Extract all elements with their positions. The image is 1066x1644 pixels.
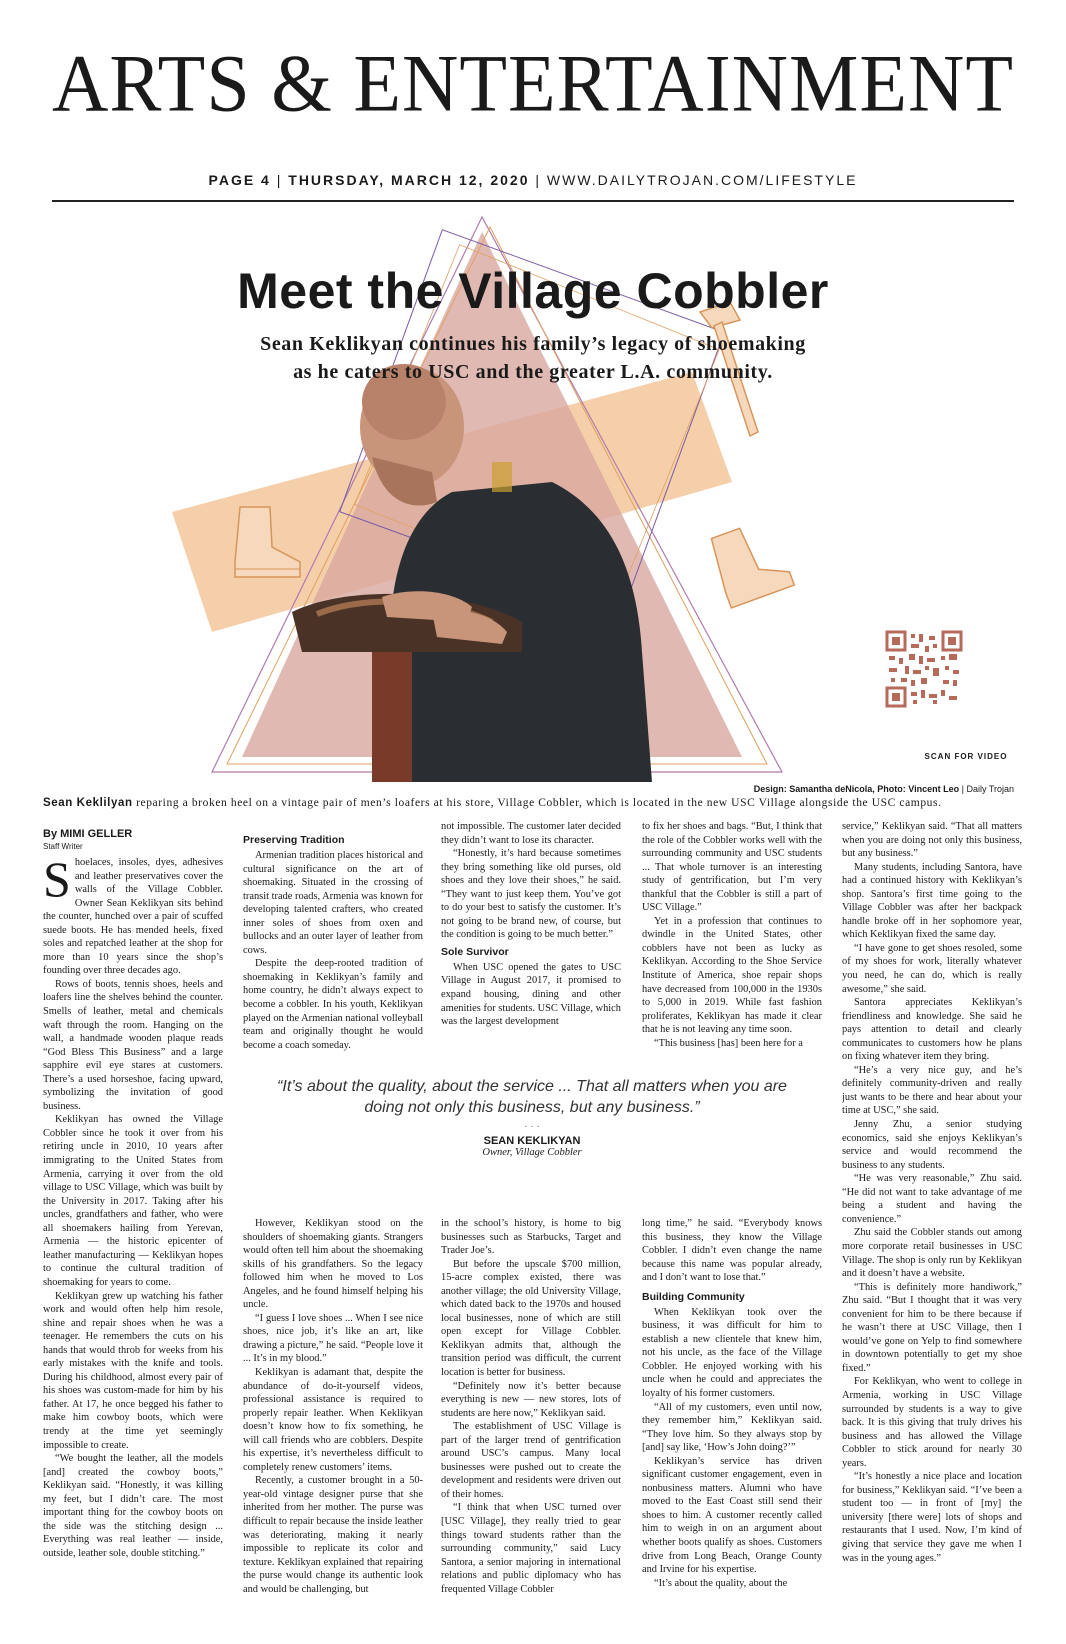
paragraph: “Definitely now it’s better because everything is new — new stores, lots of students are here now,” Keklikyan said. (441, 1380, 621, 1419)
photo-credit (754, 784, 1014, 794)
paragraph: “I have gone to get shoes resoled, some of my shoes for work, literally whatever you need, he can do, which is really awesome,” she said. (842, 942, 1022, 995)
paragraph: “It’s about the quality, about the (654, 1577, 788, 1589)
paragraph: For Keklikyan, who went to college in Armenia, working in USC Village surrounded by students is a way to give back. It is this giving that truly drives his business and has allowed the Village Cobbler to stick around for nearly 30 years. (842, 1376, 1022, 1469)
paragraph: Armenian tradition places historical and cultural significance on the art of shoemaking. Situated in the crossing of transit trade roads, Armenia was known for developing talented crafters, who created inner soles of shoes from oxen and bullocks and an outer layer of leather from cows. (243, 850, 423, 956)
paragraph: long time,” he said. “Everybody knows this business, they know the Village Cobbler. I didn’t even change the name because this name was popular already, and I don’t want to lose that.” (642, 1218, 822, 1284)
paragraph: However, Keklikyan stood on the shoulders of shoemaking giants. Strangers would often tell him about the shoemaking skills of his grandfathers. So the legacy followed him when he moved to Los Angeles, and he found himself helping his uncle. (243, 1218, 423, 1311)
paragraph: not impossible. The customer later decided they didn’t want to lose its character. (441, 821, 621, 846)
subhead-line: as he caters to USC and the greater L.A. community. (293, 361, 773, 383)
issue-date: THURSDAY, MARCH 12, 2020 (288, 172, 530, 188)
caption-text: reparing a broken heel on a vintage pair of men’s loafers at his store, Village Cobbler, which is located in the new USC Village alongside the USC campus. (132, 797, 942, 809)
paragraph: “This business [has] been here for a (654, 1037, 803, 1049)
paragraph: Keklikyan grew up watching his father work and would often help him resole, shine and repair shoes when he was a teenager. He remembers the cuts on his hands that would throb for weeks from his early mistakes with the knife and tools. During his childhood, almost every pair of his shoes was custom-made for him by his father. At 17, he once begged his father to make him cowboy boots, which were trendy at the time yet seemingly impossible to create. (43, 1290, 223, 1451)
article-column-3-top (441, 820, 621, 1070)
drop-cap: S (43, 856, 71, 907)
page-number: PAGE 4 (208, 172, 271, 188)
pull-quote-divider: · · · (524, 1121, 540, 1132)
paragraph: Yet in a profession that continues to dwindle in the United States, other cobblers have not been as lucky as Keklikyan. According to the Shoe Service Institute of America, shoe repair shops have decreased from 100,000 in the 1930s to 5,000 in 2019. While fast fashion proliferates, Keklikyan has made it clear that he is not leaving any time soon. (642, 915, 822, 1036)
section-heading: Sole Survivor (441, 945, 509, 958)
paragraph: Keklikyan has owned the Village Cobbler since he took it over from his retiring uncle in 2010, 10 years after immigrating to the United States from Armenia, carrying it over from the old village to USC Village, which was built by the University in 2017. Taking after his uncles, grandfathers and father, who were all shoemakers hailing from Yerevan, Armenia — the historic epicenter of leather manufacturing — Keklikyan hopes to continue the cultural tradition of shoemaking for years to come. (43, 1114, 223, 1288)
pull-quote (262, 1076, 802, 1158)
paragraph: Many students, including Santora, have had a continued history with Keklikyan’s shop. Santora’s first time going to the Village Cobbler was after her backpack handle broke off in her sophomore year, which Keklikyan fixed the same day. (842, 861, 1022, 941)
paragraph: Rows of boots, tennis shoes, heels and loafers line the shelves behind the counter. Smells of leather, metal and chemicals waft through the room. Hanging on the wall, a handmade wooden plaque reads “God Bless This Business” and a large sapphire evil eye stares at customers. There’s a used horseshoe, facing upward, symbolizing the invitation of good business. (43, 978, 223, 1112)
paragraph: “I guess I love shoes ... When I see nice shoes, nice job, it’s like an art, like drawing a picture,” he said. “People love it ... It’s in my blood.” (243, 1312, 423, 1365)
pull-quote-name: SEAN KEKLIKYAN (483, 1135, 581, 1147)
paragraph: Santora appreciates Keklikyan’s friendliness and knowledge. She said he pays attention to detail and clearly communicates to customers how he plans on fixing whatever item they bring. (842, 997, 1022, 1063)
paragraph: Recently, a customer brought in a 50-year-old vintage designer purse that she inherited from her mother. The purse was difficult to repair because the inside leather was deteriorating, making it nearly impossible to replicate its color and texture. Keklikyan explained that repairing the purse would change its authentic look and would be challenging, but (243, 1475, 423, 1595)
paragraph: “He was very reasonable,” Zhu said. “He did not want to take advantage of me being a student and having the convenience.” (842, 1173, 1022, 1225)
paragraph: Keklikyan’s service has driven significant customer engagement, even in nonbusiness matters. Alumni who have moved to the East Coast still send their shoes to him. A customer recently called him to weigh in on an argument about whether boots qualify as shoes. Customers drive from Long Beach, Orange County and Irvine for his expertise. (642, 1455, 822, 1576)
byline-name: By MIMI GELLER (43, 828, 133, 840)
article-column-4-top (642, 820, 822, 1070)
pull-quote-text: “It’s about the quality, about the service ... That all matters when you are doing not only this business, but any business.” (277, 1078, 787, 1116)
qr-label: SCAN FOR VIDEO (924, 752, 1008, 761)
paragraph: When Keklikyan took over the business, it was difficult for him to establish a new clientele that knew him, not his uncle, as the face of the Village Cobbler. He enjoyed working with his uncle when he could and appreciates the loyalty of his former customers. (642, 1306, 822, 1400)
article-column-2-top (243, 834, 423, 1070)
caption-name: Sean Keklilyan (43, 797, 133, 809)
header-rule (52, 200, 1014, 202)
paragraph: Keklikyan is adamant that, despite the abundance of do-it-yourself videos, professional assistance is required to properly repair leather. When Keklikyan doesn’t know how to fix something, he will call friends who are cobblers. Despite his expertise, it’s nevertheless difficult to completely renew customers’ items. (243, 1367, 423, 1473)
paragraph: The establishment of USC Village is part of the larger trend of gentrification around USC’s campus. Many local businesses were pushed out to create the development and residents were driven out of their homes. (441, 1421, 621, 1500)
section-url[interactable]: WWW.DAILYTROJAN.COM/LIFESTYLE (546, 172, 858, 188)
paragraph: “I think that when USC turned over [USC Village], they really tried to gear things toward students rather than the surrounding community,” said Lucy Santora, a senior majoring in international relations and public diplomacy who has frequented Village Cobbler (441, 1502, 621, 1595)
paragraph: in the school’s history, is home to big businesses such as Starbucks, Target and Trader Joe’s. (441, 1218, 621, 1257)
separator: | (535, 172, 542, 188)
masthead-title: ARTS & ENTERTAINMENT (52, 36, 1014, 129)
photo-caption (43, 797, 1033, 809)
section-heading: Building Community (642, 1290, 745, 1303)
paragraph: “All of my customers, even until now, they remember him,” Keklikyan said. “They love him. So they always stop by [and] say like, ‘How’s John doing?’” (642, 1401, 822, 1454)
qr-code[interactable] (885, 630, 963, 708)
credit-names: Design: Samantha deNicola, Photo: Vincent Leo (753, 784, 960, 794)
paragraph: to fix her shoes and bags. “But, I think that the role of the Cobbler works well with the surrounding community and USC students ... That whole turnover is an interesting study of gentrification, but I’m very thankful that the Cobbler is still a part of USC Village.” (642, 821, 822, 914)
article-column-4-bottom (642, 1217, 822, 1617)
byline-role: Staff Writer (43, 842, 83, 851)
paragraph: “Honestly, it’s hard because sometimes they bring something like old purses, old shoes and they love their shoes,” he said. “They want to just keep them. You’ve got to do your best to satisfy the customer. It’s not going to be brand new, of course, but the condition is going to be much better.” (441, 848, 621, 941)
paragraph: Shoelaces, insoles, dyes, adhesives and leather preservatives cover the walls of the Village Cobbler. Owner Sean Keklikyan sits behind the counter, hunched over a pair of scuffed suede boots. He has mended heels, fixed soles and repatched leather at the shop for more than 10 years since the shop’s founding over three decades ago. (43, 856, 223, 977)
credit-outlet: | Daily Trojan (959, 784, 1014, 794)
subhead-line: Sean Keklikyan continues his family’s legacy of shoemaking (260, 333, 806, 355)
paragraph: “This is definitely more handiwork,” Zhu said. “But I thought that it was very convenient for him to be there because if he wasn’t there at USC Village, then I would’ve gone on Yelp to find somewhere in downtown potentially to get my shoe fixed.” (842, 1281, 1022, 1374)
article-column-1 (43, 856, 223, 1616)
paragraph: When USC opened the gates to USC Village in August 2017, it promised to expand housing, dining and other amenities for students. USC Village, which was the largest development (441, 961, 621, 1028)
article-column-2-bottom (243, 1217, 423, 1617)
paragraph: service,” Keklikyan said. “That all matters when you are doing not only this business, but any business.” (842, 821, 1022, 860)
paragraph: “He’s a very nice guy, and he’s definitely community-driven and really just wants to be there and hear about your time at USC,” she said. (842, 1064, 1022, 1117)
feature-subhead (150, 330, 916, 386)
paragraph: Despite the deep-rooted tradition of shoemaking in Keklikyan’s family and home country, he didn’t always expect to become a cobbler. In his youth, Keklikyan played on the Armenian national volleyball team and originally thought he would become a coach someday. (243, 958, 423, 1051)
page-info-line (52, 172, 1014, 188)
article-column-5 (842, 820, 1022, 1620)
section-heading: Preserving Tradition (243, 834, 345, 846)
paragraph: “We bought the leather, all the models [and] created the cowboy boots,” Keklikyan said. “Honestly, it was killing my feet, but I didn’t care. The most important thing for the cowboy boots on the side was the stitching design ... Everything was real leather — inside, outside, leather sole, double stitching.” (43, 1453, 223, 1559)
boot-icon (707, 517, 795, 608)
article-column-3-bottom (441, 1217, 621, 1617)
paragraph: Jenny Zhu, a senior studying economics, said she enjoys Keklikyan’s service and would recommend the business to any students. (842, 1119, 1022, 1171)
paragraph: But before the upscale $700 million, 15-acre complex existed, there was another village; the old University Village, which dated back to the 1970s and housed local businesses, none of which are still open except for Village Cobbler. Keklikyan admits that, although the transition period was difficult, the current location is better for business. (441, 1258, 621, 1379)
separator: | (276, 172, 283, 188)
paragraph: “It’s honestly a nice place and location for business,” Keklikyan said. “I’ve been a student too — in front of [my] the university [there were] lots of shops and restaurants that I used. Now, I’m kind of giving that service they gave me when I was in the young ages.” (842, 1471, 1022, 1564)
feature-headline: Meet the Village Cobbler (237, 263, 829, 319)
pull-quote-role: Owner, Village Cobbler (482, 1147, 582, 1158)
paragraph: Zhu said the Cobbler stands out among more corporate retail businesses in USC Village. The shop is only run by Keklikyan and it doesn’t have a website. (842, 1227, 1022, 1280)
